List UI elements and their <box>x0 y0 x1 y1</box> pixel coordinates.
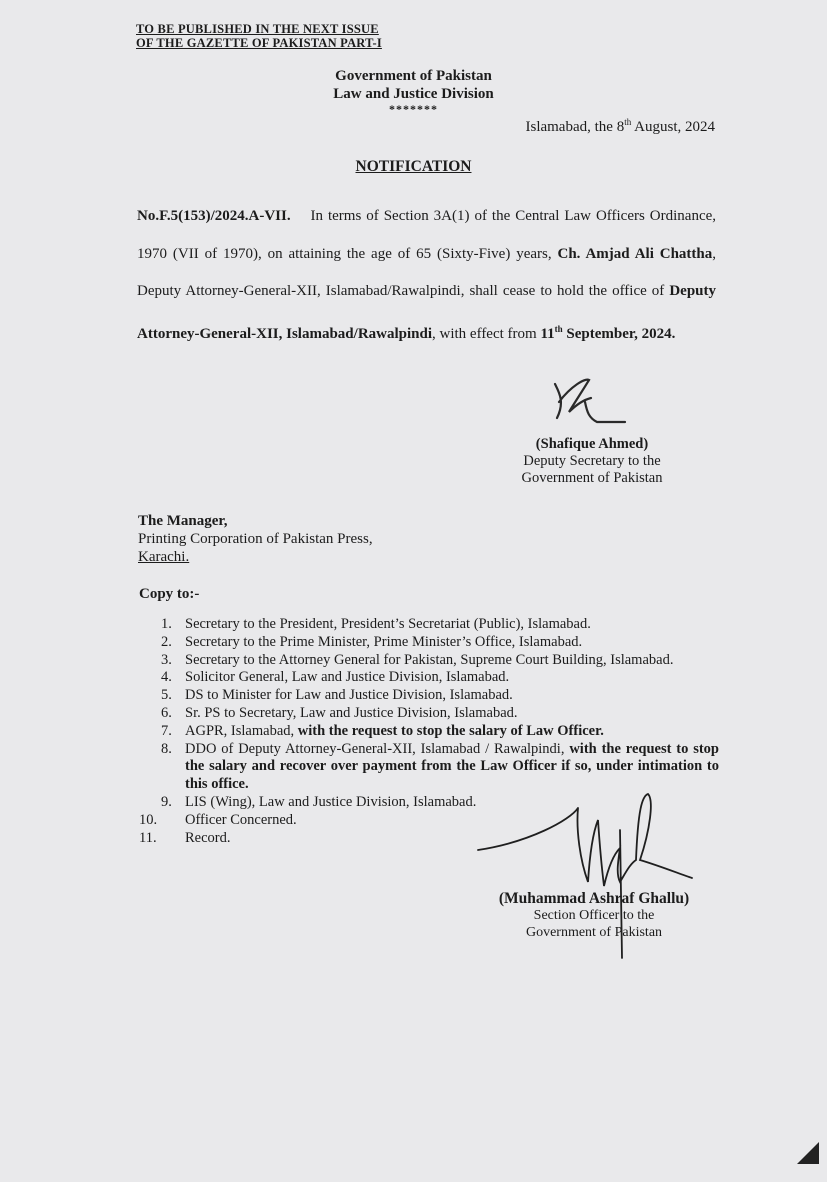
copy-to-item-number: 4. <box>161 669 172 686</box>
copy-to-item <box>139 616 719 634</box>
addressee-line-1: The Manager, <box>138 513 228 529</box>
copy-to-item-text <box>185 634 719 652</box>
copy-to-item-plain: Secretary to the President, President’s Secretariat (Public), Islamabad. <box>185 616 591 632</box>
date-rest: August, 2024 <box>634 119 715 135</box>
signatory-2 <box>478 890 710 941</box>
copy-to-item-text <box>185 741 719 794</box>
gazette-line-2: OF THE GAZETTE OF PAKISTAN PART-I <box>136 36 382 50</box>
signatory-2-name: (Muhammad Ashraf Ghallu) <box>498 890 690 907</box>
copy-to-item <box>139 634 719 652</box>
copy-to-item-text <box>185 723 719 741</box>
page-corner-mark <box>797 1142 819 1164</box>
header-stars: ******* <box>389 102 438 116</box>
copy-to-item-plain: Solicitor General, Law and Justice Division, Islamabad. <box>185 669 510 686</box>
header-government: Government of Pakistan <box>335 68 492 84</box>
copy-to-item-plain: DDO of Deputy Attorney-General-XII, Islamabad / Rawalpindi, <box>185 740 570 757</box>
date-prefix: Islamabad, the <box>525 119 613 135</box>
date-suffix: th <box>624 117 632 127</box>
body-part-1: In terms of Section 3A(1) of the Central Law Officers Ordinance, 1970 (VII of 1970), on attaining the age of 65 (Sixty-Five) years, <box>137 208 717 262</box>
copy-to-item-bold: with the request to stop the salary of Law Officer. <box>297 722 604 739</box>
copy-to-item <box>139 705 719 723</box>
header-division: Law and Justice Division <box>333 86 494 102</box>
signatory-1 <box>490 436 694 487</box>
copy-to-item-text <box>185 652 719 670</box>
signatory-1-name: (Shafique Ahmed) <box>535 436 649 452</box>
copy-to-item <box>139 723 719 741</box>
copy-to-item-number: 10. <box>139 811 158 828</box>
copy-to-item-text <box>185 616 719 634</box>
notification-body <box>137 198 716 353</box>
copy-to-item-number: 9. <box>161 793 172 810</box>
addressee-block <box>138 512 373 566</box>
signature-shafique-ahmed <box>545 372 635 434</box>
copy-to-item-plain: Secretary to the Attorney General for Pakistan, Supreme Court Building, Islamabad. <box>185 651 674 668</box>
copy-to-item-plain: LIS (Wing), Law and Justice Division, Islamabad. <box>185 793 477 810</box>
addressee-line-3: Karachi. <box>138 549 190 565</box>
copy-to-item <box>139 669 719 687</box>
effective-day: 11 <box>540 325 555 342</box>
signatory-1-designation: Deputy Secretary to the <box>523 453 661 469</box>
copy-to-item-number: 3. <box>161 651 172 668</box>
copy-to-item-bold: with the request to stop the salary and recover over payment from the Law Officer if so, under intimation to this office. <box>185 740 719 793</box>
copy-to-item <box>139 652 719 670</box>
effective-rest: September, 2024. <box>566 325 676 342</box>
copy-to-item-text <box>185 687 719 705</box>
copy-to-item-plain: DS to Minister for Law and Justice Division, Islamabad. <box>185 687 513 704</box>
copy-to-heading: Copy to:- <box>139 586 200 602</box>
copy-to-item-text <box>185 669 719 687</box>
page-title: NOTIFICATION <box>355 158 472 175</box>
reference-number: No.F.5(153)/2024.A-VII. <box>137 208 291 224</box>
copy-to-item-number: 5. <box>161 687 172 704</box>
copy-to-item-plain: AGPR, Islamabad, <box>185 722 298 739</box>
office-name: Deputy Attorney-General-XII, Islamabad/Rawalpindi <box>137 283 716 342</box>
copy-to-item-text <box>185 705 719 723</box>
copy-to-item-number: 11. <box>139 829 157 846</box>
copy-to-item-plain: Record. <box>185 829 231 846</box>
copy-to-item-plain: Sr. PS to Secretary, Law and Justice Division, Islamabad. <box>185 704 518 721</box>
copy-to-item-plain: Officer Concerned. <box>185 811 297 828</box>
officer-name: Ch. Amjad Ali Chattha <box>557 245 713 262</box>
body-part-2: , Deputy Attorney-General-XII, Islamabad/Rawalpindi, shall cease to hold the office of <box>137 245 717 299</box>
copy-to-item-number: 1. <box>161 616 172 632</box>
signatory-1-org: Government of Pakistan <box>521 470 663 486</box>
date-day: 8 <box>616 119 625 135</box>
effective-suffix: th <box>554 323 563 334</box>
issue-date <box>525 117 715 136</box>
copy-to-item-plain: Secretary to the Prime Minister, Prime Minister’s Office, Islamabad. <box>185 633 583 650</box>
copy-to-item-number: 2. <box>161 633 172 650</box>
signatory-2-org: Government of Pakistan <box>525 925 663 940</box>
gazette-line-1: TO BE PUBLISHED IN THE NEXT ISSUE <box>136 22 379 36</box>
signatory-2-designation: Section Officer to the <box>533 908 655 923</box>
copy-to-item-number: 6. <box>161 704 172 721</box>
copy-to-item-number: 8. <box>161 740 172 757</box>
copy-to-item <box>139 687 719 705</box>
copy-to-item-number: 7. <box>161 722 172 739</box>
body-part-3: , with effect from <box>432 325 537 342</box>
addressee-line-2: Printing Corporation of Pakistan Press, <box>138 531 373 547</box>
copy-to-item <box>139 741 719 794</box>
